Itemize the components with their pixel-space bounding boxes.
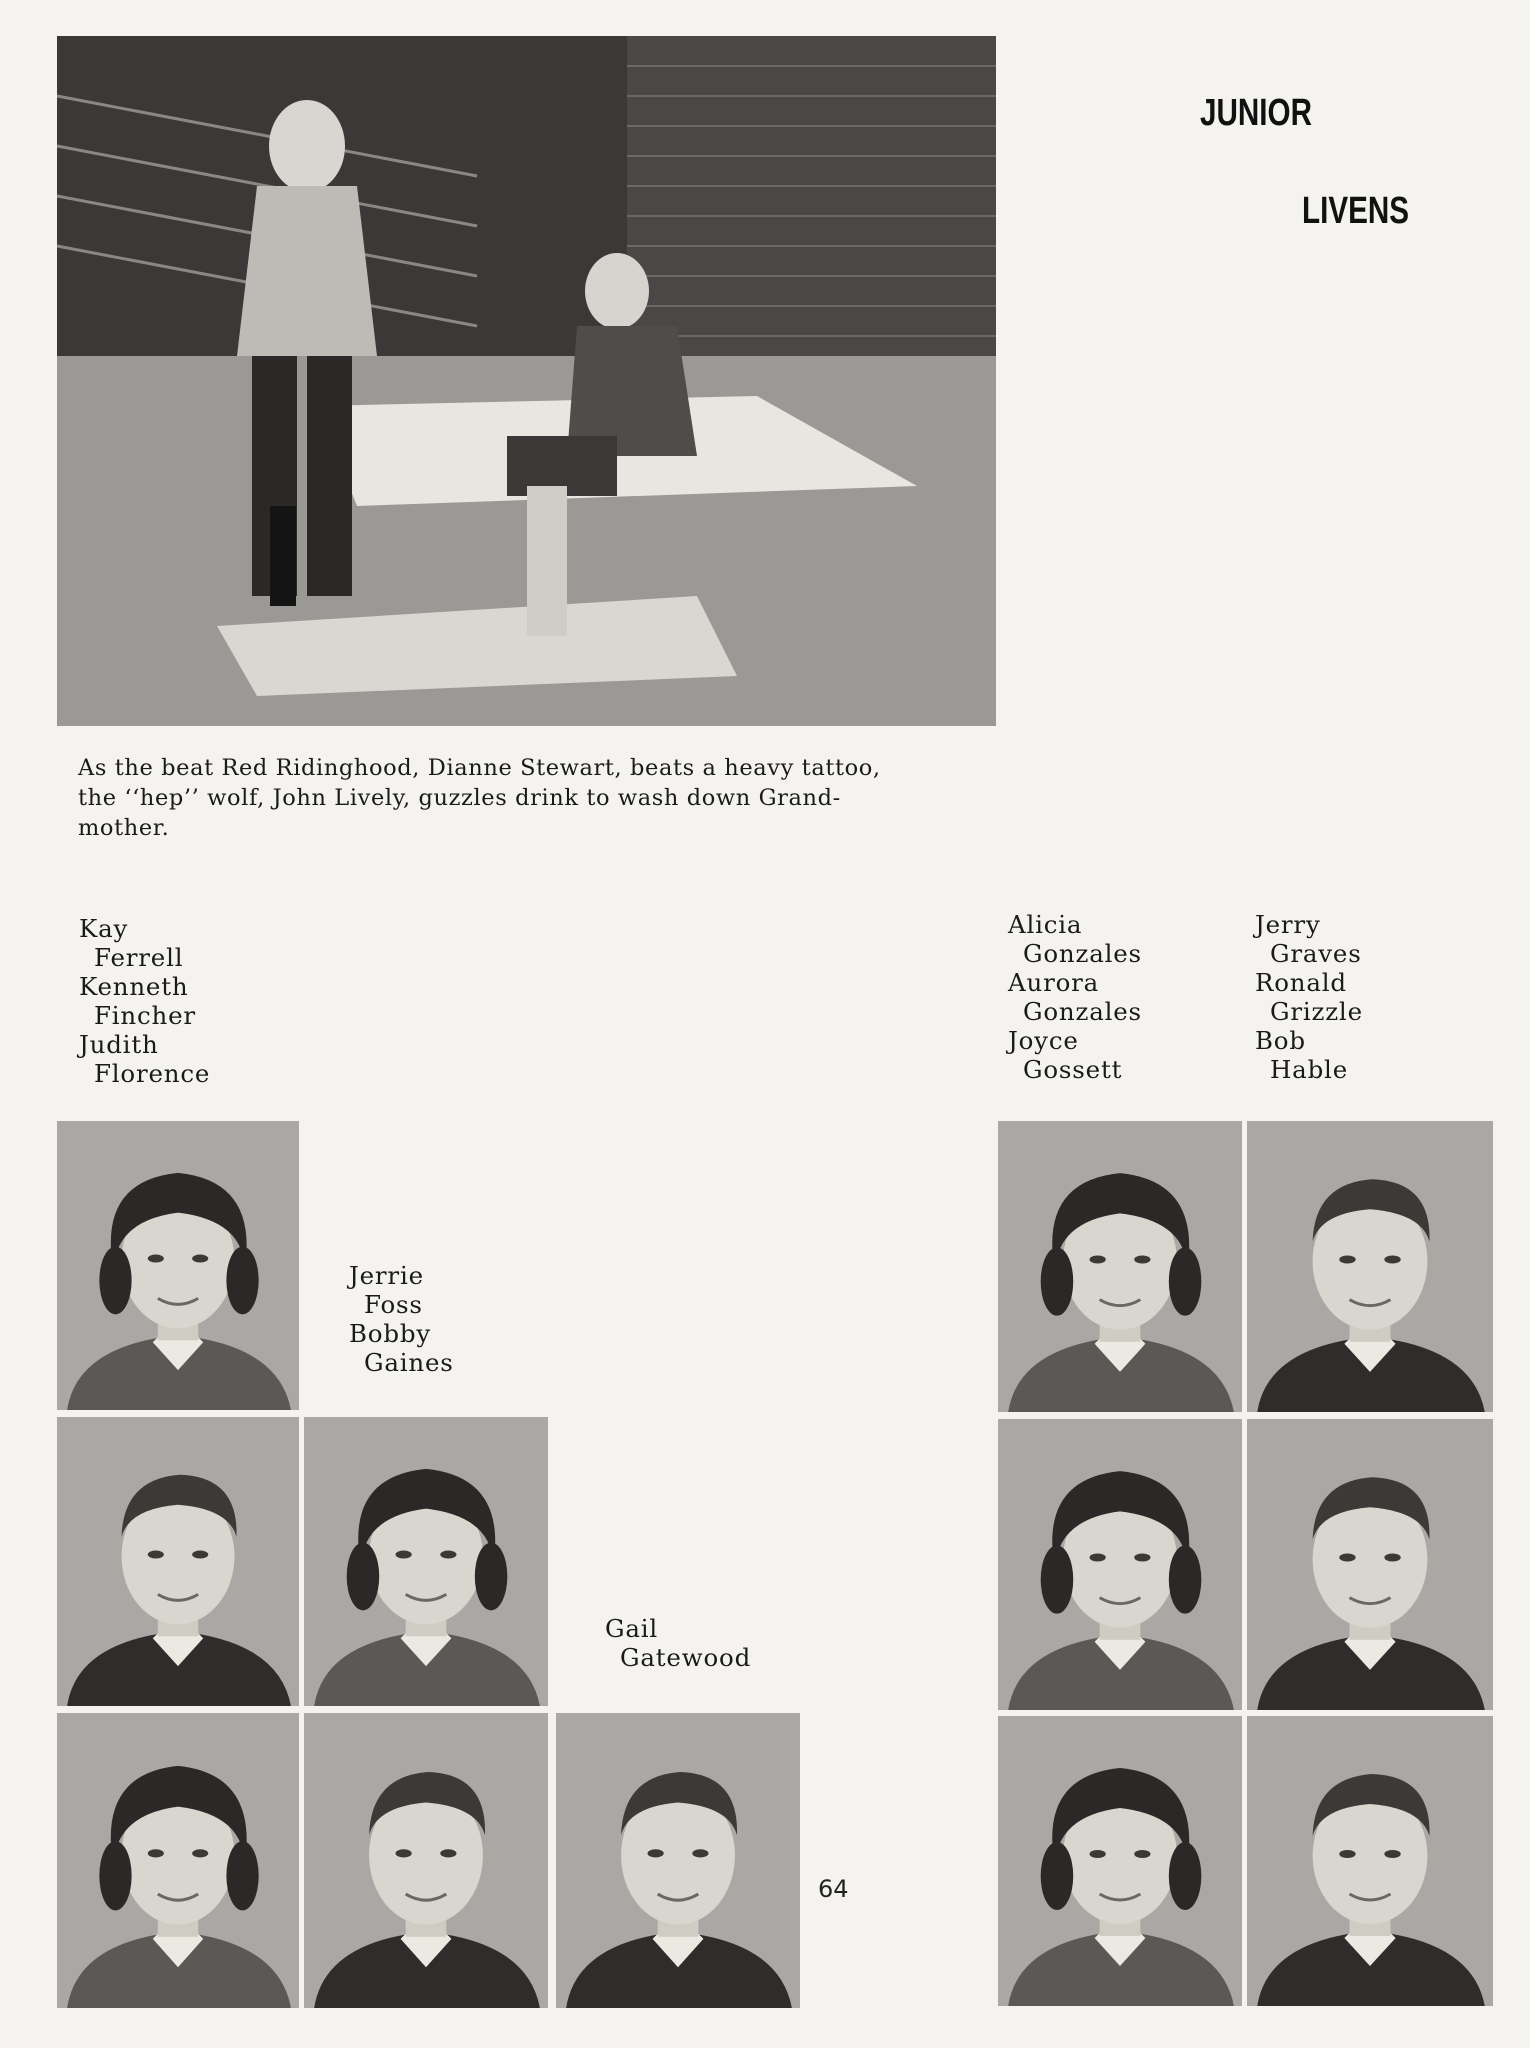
student-last-name: Graves	[1270, 939, 1362, 968]
portrait-jerry-graves	[1247, 1121, 1493, 1412]
student-last-name: Ferrell	[94, 943, 184, 972]
portrait-joyce-gossett	[998, 1716, 1242, 2006]
student-first-name: Ronald	[1255, 968, 1347, 997]
portrait-silhouette	[556, 1713, 800, 2008]
portrait-silhouette	[57, 1121, 299, 1410]
student-first-name: Bobby	[349, 1319, 431, 1348]
portrait-aurora-gonzales	[998, 1419, 1242, 1710]
portrait-jerrie-foss	[304, 1417, 548, 1706]
caption-line: the ‘‘hep’’ wolf, John Lively, guzzles drink to wash down Grand-	[78, 785, 841, 811]
portrait-silhouette	[57, 1417, 299, 1706]
portrait-silhouette	[1247, 1419, 1493, 1710]
caption-line: As the beat Red Ridinghood, Dianne Stewart, beats a heavy tattoo,	[78, 755, 881, 781]
student-last-name: Fincher	[94, 1001, 196, 1030]
student-first-name: Judith	[79, 1030, 159, 1059]
portrait-silhouette	[304, 1417, 548, 1706]
portrait-silhouette	[57, 1713, 299, 2008]
portrait-silhouette	[1247, 1716, 1493, 2006]
student-last-name: Gossett	[1023, 1055, 1123, 1084]
portrait-alicia-gonzales	[998, 1121, 1242, 1412]
portrait-bobby-gaines	[304, 1713, 548, 2008]
student-last-name: Grizzle	[1270, 997, 1363, 1026]
student-first-name: Joyce	[1008, 1026, 1079, 1055]
portrait-silhouette	[304, 1713, 548, 2008]
portrait-silhouette	[998, 1419, 1242, 1710]
skit-stage-photo	[57, 36, 996, 726]
names-middle	[349, 1261, 454, 1377]
student-first-name: Gail	[605, 1614, 659, 1643]
student-first-name: Aurora	[1008, 968, 1100, 997]
portrait-bob-hable	[1247, 1716, 1493, 2006]
page-number: 64	[818, 1875, 849, 1903]
heading-livens: LIVENS	[1302, 190, 1410, 232]
photo-caption	[78, 753, 998, 843]
student-last-name: Florence	[94, 1059, 211, 1088]
heading-junior: JUNIOR	[1200, 92, 1312, 134]
portrait-silhouette	[1247, 1121, 1493, 1412]
names-right-2	[1255, 910, 1363, 1084]
student-first-name: Bob	[1255, 1026, 1306, 1055]
student-first-name: Jerry	[1255, 910, 1321, 939]
portrait-judith-florence	[57, 1713, 299, 2008]
student-first-name: Alicia	[1008, 910, 1083, 939]
names-right-1	[1008, 910, 1142, 1084]
portrait-ronald-grizzle	[1247, 1419, 1493, 1710]
names-left	[79, 914, 210, 1088]
portrait-kenneth-fincher	[57, 1417, 299, 1706]
student-last-name: Hable	[1270, 1055, 1348, 1084]
student-first-name: Jerrie	[349, 1261, 424, 1290]
student-last-name: Gaines	[364, 1348, 454, 1377]
portrait-silhouette	[998, 1121, 1242, 1412]
student-last-name: Gonzales	[1023, 939, 1142, 968]
student-last-name: Gatewood	[620, 1643, 752, 1672]
portrait-silhouette	[998, 1716, 1242, 2006]
portrait-gail-gatewood	[556, 1713, 800, 2008]
student-last-name: Gonzales	[1023, 997, 1142, 1026]
student-first-name: Kay	[79, 914, 129, 943]
names-gail	[605, 1614, 751, 1672]
student-first-name: Kenneth	[79, 972, 189, 1001]
portrait-kay-ferrell	[57, 1121, 299, 1410]
student-last-name: Foss	[364, 1290, 423, 1319]
caption-line: mother.	[78, 815, 170, 841]
